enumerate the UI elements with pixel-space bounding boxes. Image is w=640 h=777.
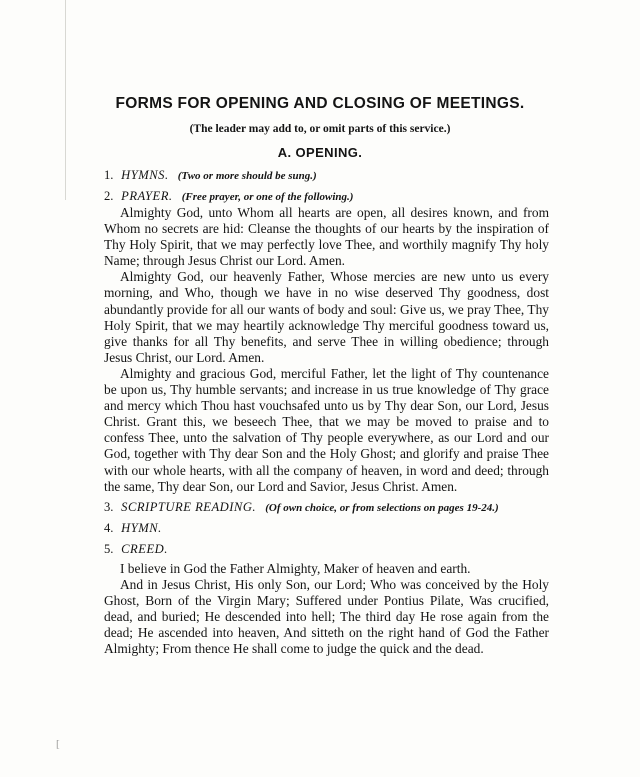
section-heading: A. OPENING. xyxy=(277,145,363,160)
item-prayer xyxy=(104,187,549,205)
item-name: HYMN. xyxy=(121,520,162,535)
item-note: (Two or more should be sung.) xyxy=(177,170,317,182)
item-note: (Of own choice, or from selections on pages 19-24.) xyxy=(265,501,499,514)
item-name: HYMNS. xyxy=(121,168,169,182)
item-hymn xyxy=(104,519,549,537)
creed-paragraph: And in Jesus Christ, His only Son, our Lord; Who was conceived by the Holy Ghost, Born of the Virgin Mary; Suffered under Pontius Pilate, Was crucified, dead, and buried; He descended into hell; The third day He rose again from the dead; He ascended into heaven, And sitteth on the right hand of God the Father Almighty; From thence He shall come to judge the quick and the dead. xyxy=(104,576,549,657)
page-subtitle: (The leader may add to, or omit parts of this service.) xyxy=(189,123,451,135)
item-name: SCRIPTURE READING. xyxy=(121,499,257,514)
item-hymns xyxy=(104,166,549,184)
item-name: PRAYER. xyxy=(121,189,173,203)
item-number: 2. xyxy=(104,189,114,203)
item-name: CREED. xyxy=(121,541,168,556)
item-number: 5. xyxy=(104,541,114,556)
prayer-paragraph: Almighty God, unto Whom all hearts are open, all desires known, and from Whom no secrets are hid: Cleanse the thoughts of our hearts by the inspiration of Thy Holy Spirit, that we may perfectly love Thee, and worthily magnify Thy holy Name; through Jesus Christ our Lord. Amen. xyxy=(104,205,549,269)
service-text xyxy=(104,163,549,657)
scan-mark: [ xyxy=(56,738,60,750)
creed-paragraph: I believe in God the Father Almighty, Maker of heaven and earth. xyxy=(120,560,471,576)
prayer-paragraph: Almighty God, our heavenly Father, Whose mercies are new unto us every morning, and Who, though we have in no wise deserved Thy goodness, dost abundantly provide for all our wants of body and soul: Give us, we pray Thee, Thy Holy Spirit, that we may heartily acknowledge Thy merciful goodness toward us, give thanks for all Thy benefits, and serve Thee in willing obedience; through Jesus Christ, our Lord. Amen. xyxy=(104,269,549,365)
item-note: (Free prayer, or one of the following.) xyxy=(181,191,354,203)
item-scripture-reading xyxy=(104,498,549,516)
page-title: FORMS FOR OPENING AND CLOSING OF MEETINGS. xyxy=(115,95,525,112)
item-number: 3. xyxy=(104,499,114,514)
item-creed xyxy=(104,540,549,558)
prayer-paragraph: Almighty and gracious God, merciful Father, let the light of Thy countenance be upon us, Thy humble servants; and increase in us true knowledge of Thy grace and mercy which Thou hast vouchsafed unto us by Thy dear Son, our Lord, Jesus Christ. Grant this, we beseech Thee, that we may be moved to praise and to confess Thee, unto the salvation of Thy people everywhere, as our Lord and our God, together with Thy dear Son and the Holy Ghost; and glorify and praise Thee with our whole hearts, with all the company of heaven, in word and deed; through the same, Thy dear Son, our Lord and Savior, Jesus Christ. Amen. xyxy=(104,365,549,494)
item-number: 1. xyxy=(104,168,114,182)
item-number: 4. xyxy=(104,520,114,535)
